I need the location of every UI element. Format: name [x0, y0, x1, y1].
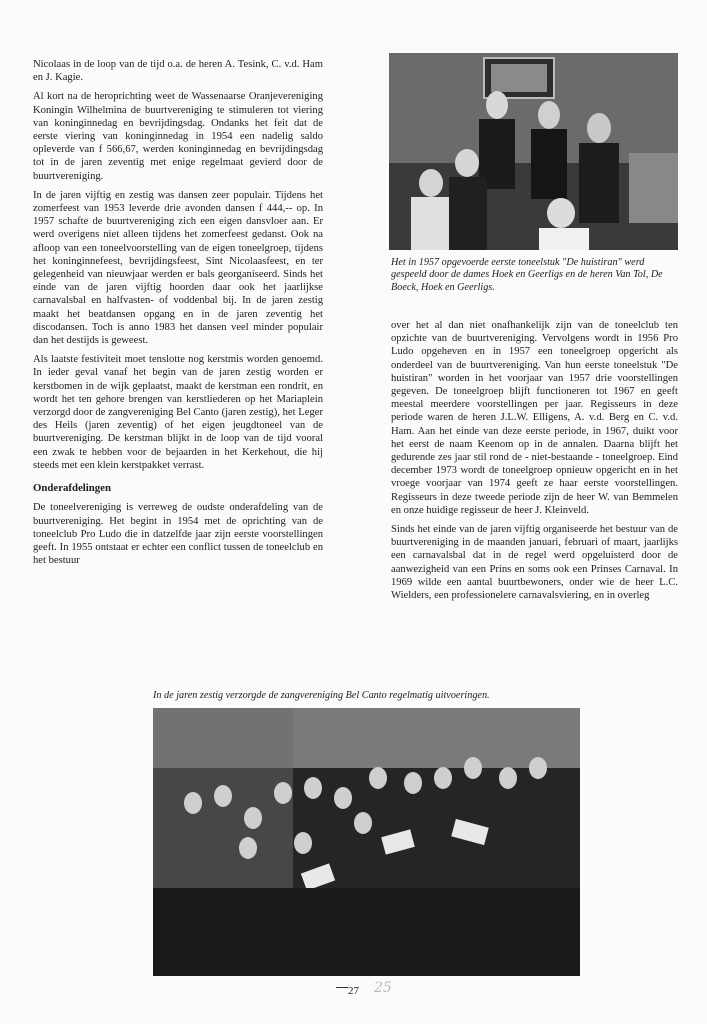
theatre-group-photo [389, 53, 678, 250]
right-text-column [391, 319, 678, 608]
paragraph: Al kort na de heroprichting weet de Wassenaarse Oranjevereniging Koningin Wilhelmina de buurtvereniging te stimuleren tot viering van koninginnedag en bevrijdingsdag. Ondanks het feit dat de eerste viering van koninginnedag in 1954 een nadelig saldo opleverde van f 566,67, werden koninginnedag en bevrijdingsdag tot in de jaren zeventig met enige regelmaat gevierd door de buurtvereniging. [33, 91, 323, 182]
paragraph: Nicolaas in de loop van de tijd o.a. de heren A. Tesink, C. v.d. Ham en J. Kagie. [33, 59, 323, 84]
paragraph: Sinds het einde van de jaren vijftig organiseerde het bestuur van de buurtvereniging in de maanden januari, februari of maart, jaarlijks een carnavalsbal dat in de regel werd opgeluisterd door de aanwezigheid van een Prins en soms ook een Prinses Carnaval. In 1969 wilde een aantal buurtbewoners, onder wie de heer L.C. Wielders, een professionelere carnavalsviering, en in overleg [391, 524, 678, 602]
handwritten-page-number: 25 [374, 980, 392, 996]
photo-caption: Het in 1957 opgevoerde eerste toneelstuk "De huistiran" werd gespeeld door de dames Hoek en Geerligs en de heren Van Tol, De Boeck, Hoek en Geerligs. [391, 257, 663, 293]
page-number: 27 [348, 985, 359, 997]
photo-caption: In de jaren zestig verzorgde de zangvereniging Bel Canto regelmatig uitvoeringen. [153, 690, 490, 701]
paragraph: Als laatste festiviteit moet tenslotte nog kerstmis worden genoemd. In ieder geval vanaf het begin van de jaren zestig worden er kerstbomen in de wijk geplaatst, maakt de kerstman een rondrit, en wordt het ten gehore brengen van kerstliederen op het Mariaplein verzorgd door de zangvereniging Bel Canto (jaren zestig), het Leger des Heils (jaren zeventig) of het eigen jeugdtoneel van de buurtvereniging. De kerstman blijkt in de loop van de tijd vooral een zwak te hebben voor de bejaarden in het Kerkehout, die hij steeds met een klein kerstpakket verrast. [33, 354, 323, 471]
paragraph: In de jaren vijftig en zestig was dansen zeer populair. Tijdens het zomerfeest van 1953 leverde drie avonden dansen f 444,-- op. In 1957 schafte de buurtvereniging zich een eigen dansvloer aan. Er werd overigens niet alleen tijdens het zomerfeest gedanst. Ook na afloop van een toneelvoorstelling van de eigen toneelgroep, tijdens het koninginnefeest, bevrijdingsfeest, Sint Nicolaasfeest, en ter gelegenheid van nieuwjaar werden er bals georganiseerd. Sinds het einde van de jaren vijftig hoorden daar ook het jaarlijkse carnavalsbal en halfvasten- of voddenbal bij. In de jaren zestig maakt het beatdansen opgang en in de jaren zeventig het discodansen. Toch is anno 1983 het dansen veel minder populair dan het destijds is geweest. [33, 189, 323, 347]
section-heading: Onderafdelingen [33, 482, 111, 495]
choir-photo [153, 708, 580, 976]
margin-mark [336, 987, 348, 988]
left-text-column [33, 58, 323, 573]
paragraph: over het al dan niet onafhankelijk zijn van de toneelclub ten opzichte van de buurtvereniging. Vervolgens wordt in 1956 Pro Ludo opgeheven en in 1957 een toneelgroep opgericht als onderdeel van de buurtvereniging. Van hun eerste toneelstuk "De huistiran" worden in het voorjaar van 1957 drie voorstellingen gegeven. De toneelgroep blijft functioneren tot 1967 en geeft meestal meerdere voorstellingen per jaar. Regisseurs in deze periode waren de heren J.L.W. Elligens, A. v.d. Berg en C. v.d. Ham. Aan het einde van deze eerste periode, in 1967, duikt voor het eerst de naam Keenom op in de annalen. Daarna blijft het gedurende zes jaar stil rond de - niet-bestaande - toneelgroep. Eind december 1973 wordt de toneelgroep opnieuw opgericht en in het vroege voorjaar van 1974 geeft ze haar eerste voorstellingen. Regisseurs in deze tweede periode zijn de heer W. van Bemmelen en onze huidige regisseur de heer J. Kleinveld. [391, 320, 678, 516]
paragraph: De toneelvereniging is verreweg de oudste onderafdeling van de buurtvereniging. Het begint in 1954 met de oprichting van de toneelclub Pro Ludo die in datzelfde jaar zijn eerste voorstellingen geeft. In 1955 ontstaat er echter een conflict tussen de toneelclub en het bestuur [33, 502, 323, 567]
